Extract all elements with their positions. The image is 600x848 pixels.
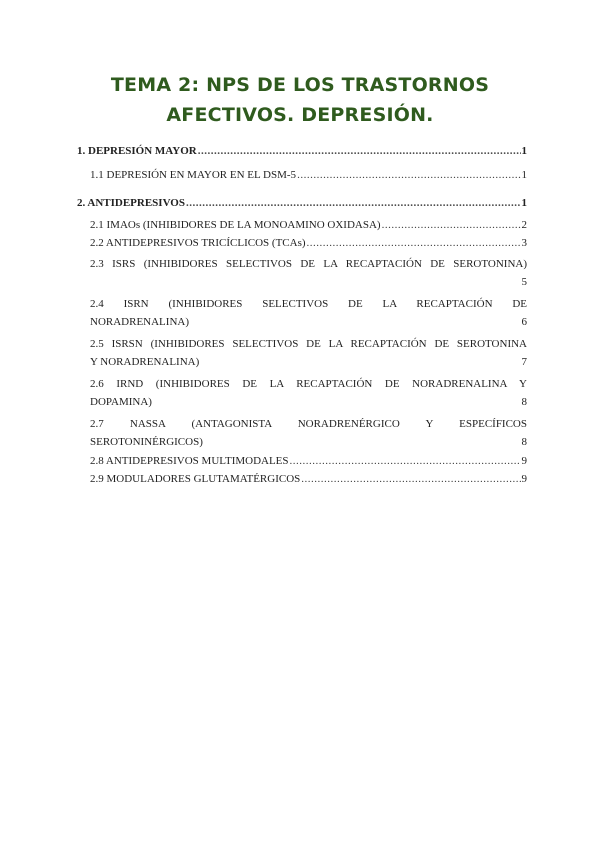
toc-leader <box>186 197 521 209</box>
toc-leader <box>290 455 521 467</box>
title-line-1: TEMA 2: NPS DE LOS TRASTORNOS <box>110 74 490 96</box>
toc-label-line-1: 2.7 NASSA (ANTAGONISTA NORADRENÉRGICO Y ESPECÍFICOS <box>90 418 527 430</box>
toc-leader <box>297 169 520 181</box>
toc-leader <box>382 219 521 231</box>
toc-leader <box>307 237 521 249</box>
table-of-contents <box>77 145 527 491</box>
document-title <box>60 70 540 130</box>
toc-entry-nassa[interactable] <box>90 415 527 451</box>
toc-entry-isrsn[interactable] <box>90 335 527 371</box>
toc-label-line-1: 2.6 IRND (INHIBIDORES DE LA RECAPTACIÓN DE NORADRENALINA Y <box>90 378 527 390</box>
toc-entry-multimodales[interactable] <box>90 455 527 473</box>
toc-label-line-2: NORADRENALINA) <box>90 316 189 328</box>
toc-entry-dsm5[interactable] <box>90 169 527 187</box>
toc-label: 1.1 DEPRESIÓN EN MAYOR EN EL DSM-5 <box>90 169 297 181</box>
toc-label-line-2: SEROTONINÉRGICOS) <box>90 436 203 448</box>
toc-entry-antidepresivos[interactable] <box>77 197 527 215</box>
toc-label-line-1: 2.3 ISRS (INHIBIDORES SELECTIVOS DE LA RECAPTACIÓN DE SEROTONINA) <box>90 258 527 270</box>
toc-entry-imaos[interactable] <box>90 219 527 237</box>
toc-page: 5 <box>521 276 527 288</box>
toc-entry-irnd[interactable] <box>90 375 527 411</box>
toc-entry-glutamatergicos[interactable] <box>90 473 527 491</box>
title-line-2: AFECTIVOS. DEPRESIÓN. <box>166 104 434 126</box>
toc-leader <box>301 473 520 485</box>
toc-page: 3 <box>521 237 527 249</box>
toc-label: 2. ANTIDEPRESIVOS <box>77 197 185 209</box>
toc-page: 1 <box>521 197 527 209</box>
toc-label: 2.1 IMAOs (INHIBIDORES DE LA MONOAMINO OXIDASA) <box>90 219 381 231</box>
toc-entry-isrs[interactable] <box>90 255 527 291</box>
toc-label: 1. DEPRESIÓN MAYOR <box>77 145 197 157</box>
toc-page: 1 <box>521 145 527 157</box>
toc-label: 2.9 MODULADORES GLUTAMATÉRGICOS <box>90 473 301 485</box>
toc-entry-tcas[interactable] <box>90 237 527 255</box>
toc-page: 8 <box>521 436 527 448</box>
toc-page: 9 <box>521 473 527 485</box>
toc-page: 9 <box>521 455 527 467</box>
toc-page: 1 <box>521 169 527 181</box>
toc-label: 2.2 ANTIDEPRESIVOS TRICÍCLICOS (TCAs) <box>90 237 306 249</box>
toc-label-line-2: Y NORADRENALINA) <box>90 356 200 368</box>
toc-page: 7 <box>521 356 527 368</box>
toc-page: 2 <box>521 219 527 231</box>
toc-page: 8 <box>521 396 527 408</box>
toc-leader <box>198 145 521 157</box>
toc-label-line-1: 2.5 ISRSN (INHIBIDORES SELECTIVOS DE LA RECAPTACIÓN DE SEROTONINA <box>90 338 527 350</box>
toc-label-line-1: 2.4 ISRN (INHIBIDORES SELECTIVOS DE LA RECAPTACIÓN DE <box>90 298 527 310</box>
toc-entry-isrn[interactable] <box>90 295 527 331</box>
toc-label: 2.8 ANTIDEPRESIVOS MULTIMODALES <box>90 455 289 467</box>
toc-label-line-2: DOPAMINA) <box>90 396 152 408</box>
toc-page: 6 <box>521 316 527 328</box>
toc-entry-depresion-mayor[interactable] <box>77 145 527 163</box>
